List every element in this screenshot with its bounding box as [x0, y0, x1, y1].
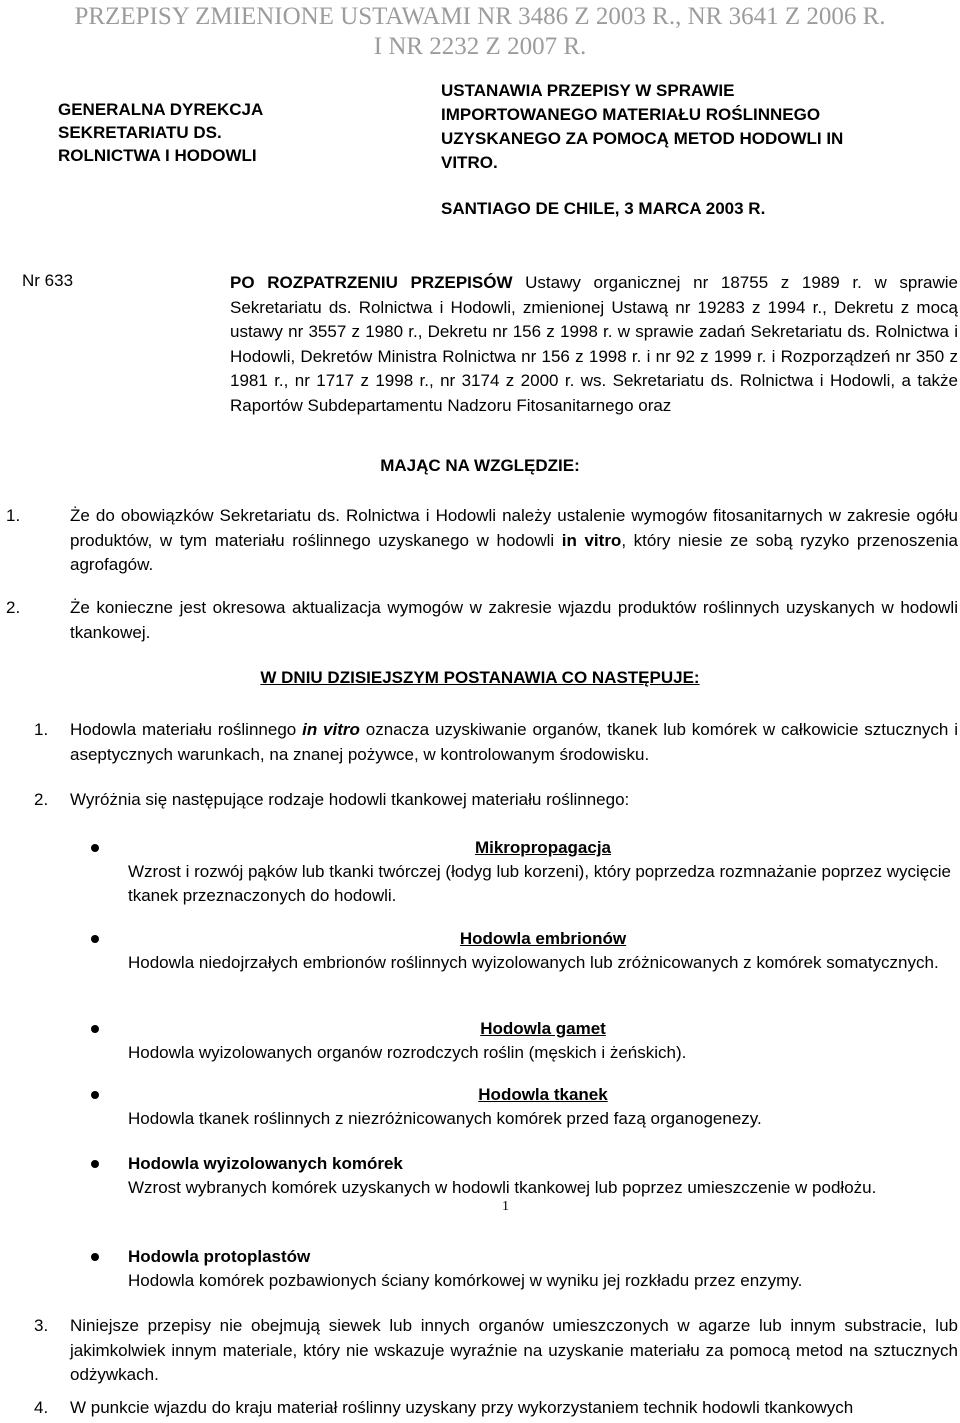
- considering-heading: MAJĄC NA WZGLĘDZIE:: [380, 456, 580, 475]
- type-title: Mikropropagacja: [474, 838, 612, 857]
- preamble-lead: PO ROZPATRZENIU PRZEPISÓW: [230, 273, 513, 292]
- type-item-protoplast-culture: [128, 1245, 958, 1293]
- subject-block: [441, 79, 941, 221]
- issuer-line-1: GENERALNA DYREKCJA: [58, 100, 264, 119]
- subject-line-2: IMPORTOWANEGO MATERIAŁU ROŚLINNEGO: [441, 105, 821, 124]
- decision-item-1: [34, 718, 959, 767]
- considering-item-1-emphasis: in vitro: [561, 530, 622, 550]
- issuer-block: [58, 98, 358, 167]
- decision-item-1-number: 1.: [34, 720, 49, 739]
- bullet-icon: [91, 1025, 99, 1033]
- considering-item-2-number: 2.: [6, 598, 21, 617]
- issuer-line-2: SEKRETARIATU DS.: [58, 123, 222, 142]
- banner-line-2: I NR 2232 Z 2007 R.: [373, 33, 587, 60]
- decision-item-4-text: W punkcie wjazdu do kraju materiał roślinny uzyskany przy wykorzystaniem technik hodowli tkankowych: [70, 1398, 854, 1417]
- considering-item-2-text: Że konieczne jest okresowa aktualizacja wymogów w zakresie wjazdu produktów roślinnych uzyskanych w hodowli tkankowej.: [70, 598, 958, 642]
- bullet-icon: [91, 1091, 99, 1099]
- bullet-icon: [91, 844, 99, 852]
- decision-item-4: [34, 1396, 958, 1421]
- considering-item-1-text-b: , który niesie ze sobą ryzyko przenoszenia agrofagów.: [70, 530, 959, 574]
- type-item-micropropagation: [128, 836, 958, 908]
- type-item-gamete-culture: [128, 1017, 958, 1065]
- type-description: Wzrost i rozwój pąków lub tkanki twórczej (łodyg lub korzeni), który poprzedza rozmnażanie poprzez wycięcie tkanek przeznaczonych do hodowli.: [128, 862, 951, 905]
- decision-item-4-number: 4.: [34, 1398, 49, 1417]
- type-title: Hodowla wyizolowanych komórek: [128, 1154, 403, 1173]
- bullet-icon: [91, 1160, 99, 1168]
- type-item-embryo-culture: [128, 927, 958, 975]
- document-number: Nr 633: [22, 271, 74, 290]
- type-item-tissue-culture: [128, 1083, 958, 1131]
- subject-line-3: UZYSKANEGO ZA POMOCĄ METOD HODOWLI IN: [441, 129, 844, 148]
- decision-item-1-emphasis: in vitro: [302, 720, 360, 739]
- decision-item-2-text: Wyróżnia się następujące rodzaje hodowli tkankowej materiału roślinnego:: [70, 790, 630, 809]
- decision-item-2-number: 2.: [34, 790, 49, 809]
- bullet-icon: [91, 935, 99, 943]
- bullet-icon: [91, 1253, 99, 1261]
- considering-item-1-text-a: Że do obowiązków Sekretariatu ds. Rolnictwa i Hodowli należy ustalenie wymogów fitosanitarnych w zakresie ogółu produktów, w tym materiału roślinnego uzyskanego w hodowli: [70, 506, 958, 550]
- place-date: SANTIAGO DE CHILE, 3 MARCA 2003 R.: [441, 199, 766, 218]
- type-title: Hodowla tkanek: [478, 1085, 608, 1104]
- type-description: Hodowla komórek pozbawionych ściany komórkowej w wyniku jej rozkładu przez enzymy.: [128, 1271, 803, 1290]
- subject-line-1: USTANAWIA PRZEPISY W SPRAWIE: [441, 81, 735, 100]
- decision-item-2: [34, 788, 958, 813]
- type-title: Hodowla embrionów: [459, 929, 627, 948]
- decision-item-1-text-a: Hodowla materiału roślinnego: [70, 720, 303, 739]
- page-number: 1: [502, 1199, 509, 1214]
- preamble: [230, 271, 958, 418]
- type-description: Wzrost wybranych komórek uzyskanych w hodowli tkankowej lub poprzez umieszczenie w podłożu.: [128, 1178, 877, 1197]
- amendment-banner: [0, 2, 960, 62]
- decision-item-1-text-b: oznacza uzyskiwanie organów, tkanek lub komórek w całkowicie sztucznych i aseptycznych warunkach, na znanej pożywce, w kontrolowanym środowisku.: [70, 720, 959, 764]
- decision-item-3-number: 3.: [34, 1316, 49, 1335]
- considering-item-1-number: 1.: [6, 506, 21, 525]
- issuer-line-3: ROLNICTWA I HODOWLI: [58, 146, 257, 165]
- decision-item-3: [34, 1314, 958, 1388]
- decision-heading: W DNIU DZISIEJSZYM POSTANAWIA CO NASTĘPUJE:: [260, 668, 700, 687]
- preamble-text: Ustawy organicznej nr 18755 z 1989 r. w sprawie Sekretariatu ds. Rolnictwa i Hodowli, zmienionej Ustawą nr 19283 z 1994 r., Dekretu z mocą ustawy nr 3557 z 1980 r., Dekretu nr 156 z 1998 r. w sprawie zadań Sekretariatu ds. Rolnictwa i Hodowli, Dekretów Ministra Rolnictwa nr 156 z 1998 r. i nr 92 z 1999 r. i Rozporządzeń nr 350 z 1981 r., nr 1717 z 1998 r., nr 3174 z 2000 r. ws. Sekretariatu ds. Rolnictwa i Hodowli, a także Raportów Subdepartamentu Nadzoru Fitosanitarnego oraz: [230, 273, 958, 415]
- type-description: Hodowla niedojrzałych embrionów roślinnych wyizolowanych lub zróżnicowanych z komórek somatycznych.: [128, 953, 939, 972]
- decision-item-3-text: Niniejsze przepisy nie obejmują siewek lub innych organów umieszczonych w agarze lub innym substracie, lub jakimkolwiek innym materiale, który nie wskazuje wyraźnie na uzyskanie materiału za pomocą metod na sztucznych odżywkach.: [70, 1316, 958, 1384]
- subject-line-4: VITRO.: [441, 153, 498, 172]
- type-description: Hodowla wyizolowanych organów rozrodczych roślin (męskich i żeńskich).: [128, 1043, 687, 1062]
- type-description: Hodowla tkanek roślinnych z niezróżnicowanych komórek przed fazą organogenezy.: [128, 1109, 762, 1128]
- considering-item-1: [6, 504, 959, 578]
- banner-line-1: PRZEPISY ZMIENIONE USTAWAMI NR 3486 Z 2003 R., NR 3641 Z 2006 R.: [74, 3, 886, 30]
- considering-item-2: [6, 596, 958, 645]
- type-title: Hodowla gamet: [480, 1019, 606, 1038]
- type-item-isolated-cell-culture: [128, 1152, 958, 1200]
- type-title: Hodowla protoplastów: [128, 1247, 311, 1266]
